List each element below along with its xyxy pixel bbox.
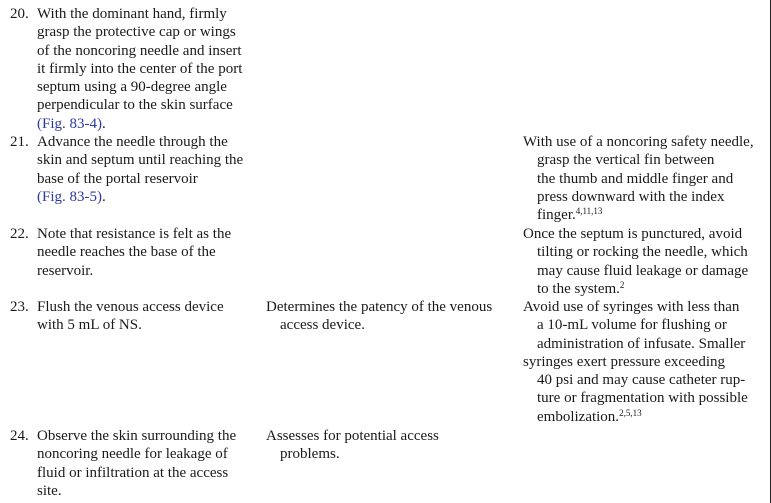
special-considerations-cell: Avoid use of syringes with less than a 10-mL volume for flushing or administration of infusate. Smaller syringes exert pressure exceeding 40 psi and may cause catheter rup- ture or fragmentation with possible embolization.$^{2,5,13}$	[523, 299, 748, 425]
step-number: 20.	[10, 6, 29, 22]
step-number: 21.	[10, 134, 29, 150]
rationale-cell: Assesses for potential access problems.	[266, 428, 439, 463]
step-cell	[10, 5, 255, 133]
figure-link[interactable]: (Fig. 83-5)	[37, 188, 102, 205]
step-cell	[10, 225, 255, 280]
step-text: Note that resistance is felt as the needle reaches the base of the reservoir.	[37, 226, 232, 279]
special-considerations-cell: With use of a noncoring safety needle, grasp the vertical fin between the thumb and middle finger and press downward with the index finger.$^{4,11,13}$	[523, 134, 754, 224]
figure-link[interactable]: (Fig. 83-4)	[37, 115, 102, 132]
rationale-cell: Determines the patency of the venous access device.	[266, 299, 493, 334]
step-text: Observe the skin surrounding the noncoring needle for leakage of fluid or infiltration at the access site.	[37, 428, 237, 499]
step-number: 23.	[10, 299, 29, 315]
citation: 2,5,13	[619, 407, 642, 418]
step-number: 22.	[10, 226, 29, 242]
step-text: With the dominant hand, firmly grasp the protective cap or wings of the noncoring needle and insert it firmly into the center of the port septum using a 90-degree angle perpendicular to the skin surface (Fig. 83-4).	[37, 6, 243, 132]
step-text: Advance the needle through the skin and septum until reaching the base of the portal reservoir (Fig. 83-5).	[37, 134, 244, 205]
step-text: Flush the venous access device with 5 mL of NS.	[37, 299, 224, 334]
citation: 2	[619, 279, 625, 290]
step-number: 24.	[10, 428, 29, 444]
special-considerations-cell: Once the septum is punctured, avoid tilting or rocking the needle, which may cause fluid leakage or damage to the system.$^2$	[523, 226, 749, 297]
step-cell	[10, 427, 255, 500]
step-cell	[10, 133, 255, 206]
citation: 4,11,13	[575, 206, 603, 217]
step-cell	[10, 298, 255, 335]
